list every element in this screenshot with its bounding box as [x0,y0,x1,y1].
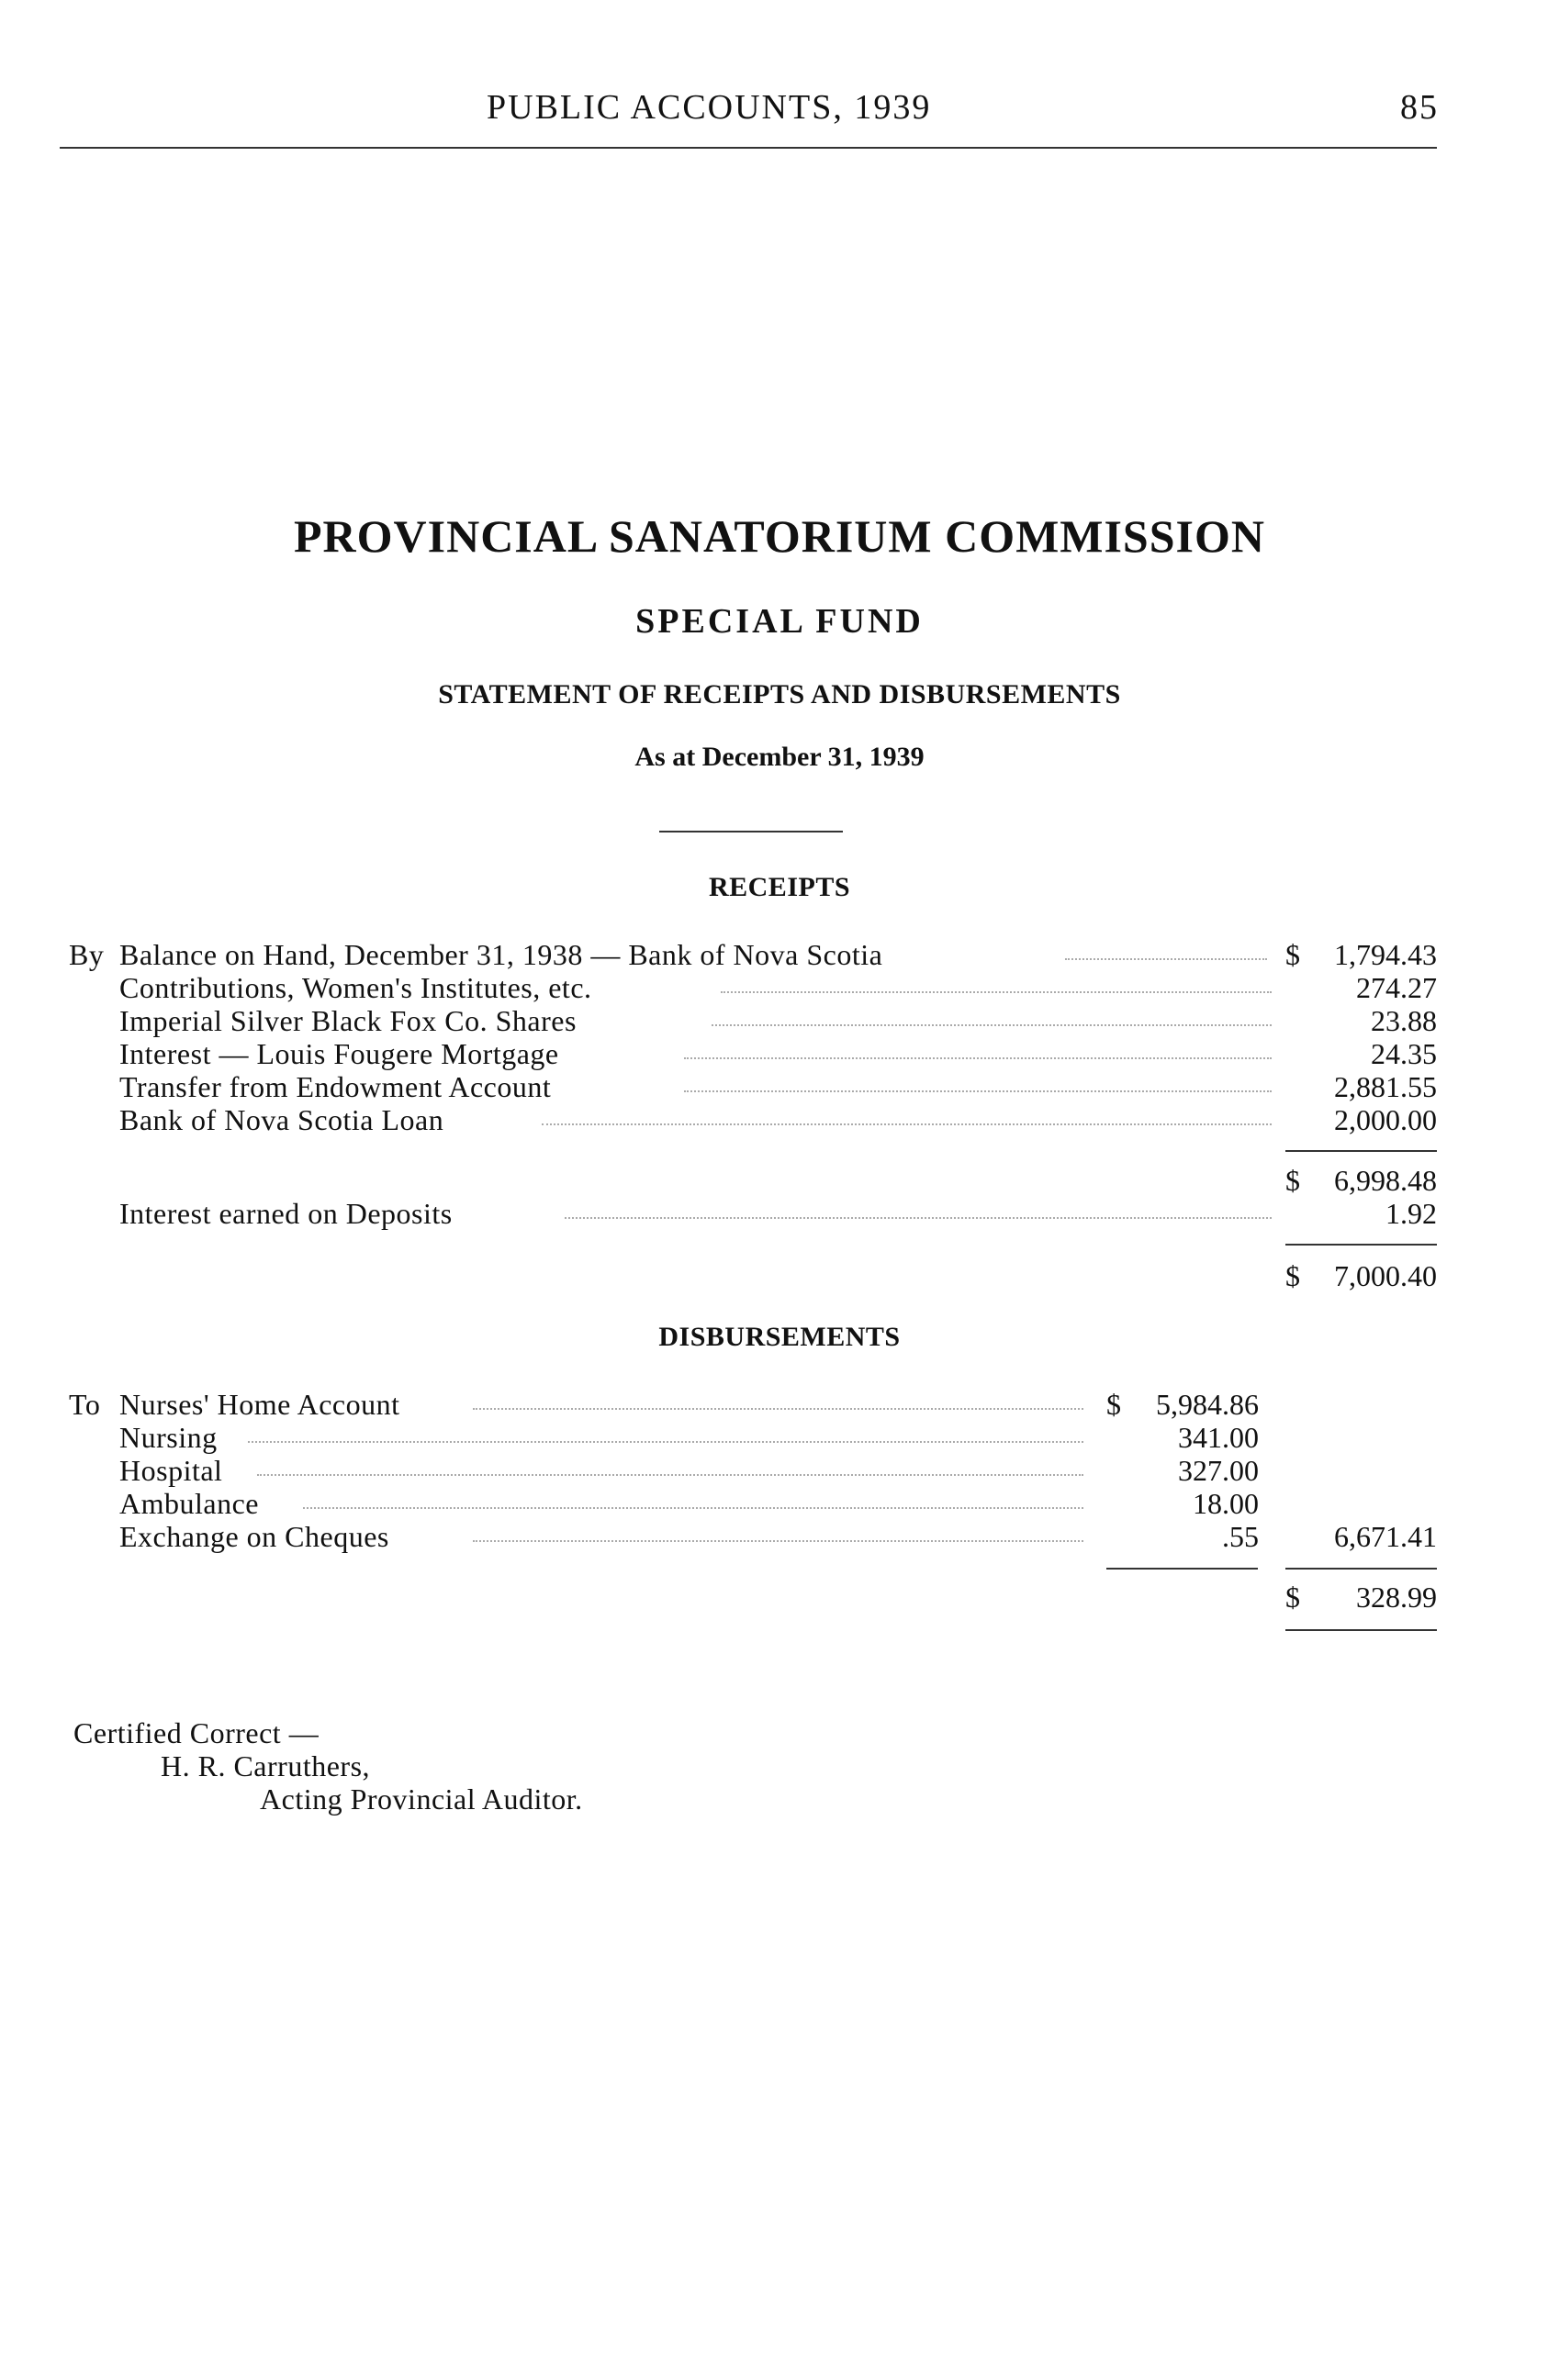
disbursement-row [0,1454,1559,1489]
receipt-row [0,1004,1559,1039]
disbursement-amount: 5,984.86 [1156,1388,1259,1421]
interest-label: Interest earned on Deposits [119,1197,453,1230]
receipt-amount: 2,881.55 [1334,1070,1437,1103]
receipt-amount: 2,000.00 [1334,1103,1437,1136]
receipts-subtotal: 6,998.48 [1334,1164,1437,1197]
leader-dots [684,1090,1272,1092]
receipt-label: Imperial Silver Black Fox Co. Shares [119,1004,577,1037]
disbursements-total: 6,671.41 [1334,1520,1437,1553]
currency-symbol: $ [1285,1581,1300,1614]
currency-symbol: $ [1285,1259,1300,1292]
statement-date: As at December 31, 1939 [634,742,925,772]
disbursement-row [0,1421,1559,1456]
leader-dots [721,991,1272,993]
receipts-subtotal-row [0,1164,1559,1199]
receipt-amount: 24.35 [1371,1037,1437,1070]
running-title: PUBLIC ACCOUNTS, 1939 [487,88,932,127]
leader-dots [1065,958,1267,960]
receipt-row [0,971,1559,1006]
receipt-row [0,1070,1559,1105]
disbursement-label: Ambulance [119,1487,259,1520]
receipt-label: Balance on Hand, December 31, 1938 — Bank of Nova Scotia [119,938,883,971]
balance-top-rule [1285,1568,1437,1570]
interest-amount: 1.92 [1385,1197,1437,1230]
auditor-title: Acting Provincial Auditor. [260,1782,583,1816]
currency-symbol: $ [1285,1164,1300,1197]
receipt-row [0,1103,1559,1138]
disbursement-amount: 18.00 [1193,1487,1259,1520]
disbursement-amount: .55 [1222,1520,1259,1553]
disbursement-label: Nurses' Home Account [119,1388,400,1421]
disbursement-amount: 341.00 [1178,1421,1259,1454]
page-number: 85 [1400,88,1439,127]
disbursement-label: Nursing [119,1421,218,1454]
leader-dots [303,1507,1083,1509]
currency-symbol: $ [1285,938,1300,971]
disbursement-label: Hospital [119,1454,223,1487]
receipt-label: Bank of Nova Scotia Loan [119,1103,444,1136]
receipt-amount: 274.27 [1356,971,1437,1004]
receipt-row [0,1037,1559,1072]
certification-line: Certified Correct — [73,1716,320,1749]
interest-row [0,1197,1559,1232]
title-divider [659,831,843,832]
receipts-prefix: By [69,938,105,971]
disbursement-amount: 327.00 [1178,1454,1259,1487]
currency-symbol: $ [1106,1388,1121,1421]
total-rule [1285,1244,1437,1246]
leader-dots [684,1057,1272,1059]
balance-bottom-rule [1285,1629,1437,1631]
receipt-label: Transfer from Endowment Account [119,1070,552,1103]
disbursements-rule [1106,1568,1258,1570]
leader-dots [542,1123,1272,1125]
leader-dots [473,1540,1083,1542]
statement-title: STATEMENT OF RECEIPTS AND DISBURSEMENTS [438,679,1121,710]
disbursements-heading: DISBURSEMENTS [658,1322,901,1352]
receipt-row [0,938,1559,973]
balance-row [0,1581,1559,1615]
disbursements-prefix: To [69,1388,101,1421]
leader-dots [257,1474,1083,1476]
disbursement-row [0,1487,1559,1522]
leader-dots [565,1217,1272,1219]
leader-dots [712,1024,1272,1026]
subtotal-rule [1285,1150,1437,1152]
receipt-label: Interest — Louis Fougere Mortgage [119,1037,559,1070]
disbursement-row [0,1520,1559,1555]
header-rule [60,147,1437,149]
disbursement-label: Exchange on Cheques [119,1520,389,1553]
sub-title: SPECIAL FUND [635,602,924,641]
receipt-amount: 23.88 [1371,1004,1437,1037]
main-title: PROVINCIAL SANATORIUM COMMISSION [293,510,1266,562]
receipts-total-row [0,1259,1559,1294]
auditor-name: H. R. Carruthers, [161,1749,371,1782]
receipt-label: Contributions, Women's Institutes, etc. [119,971,592,1004]
leader-dots [248,1441,1083,1443]
leader-dots [473,1408,1083,1410]
disbursement-row [0,1388,1559,1423]
receipts-total: 7,000.40 [1334,1259,1437,1292]
closing-balance: 328.99 [1356,1581,1437,1614]
receipts-heading: RECEIPTS [708,872,851,902]
receipt-amount: 1,794.43 [1334,938,1437,971]
